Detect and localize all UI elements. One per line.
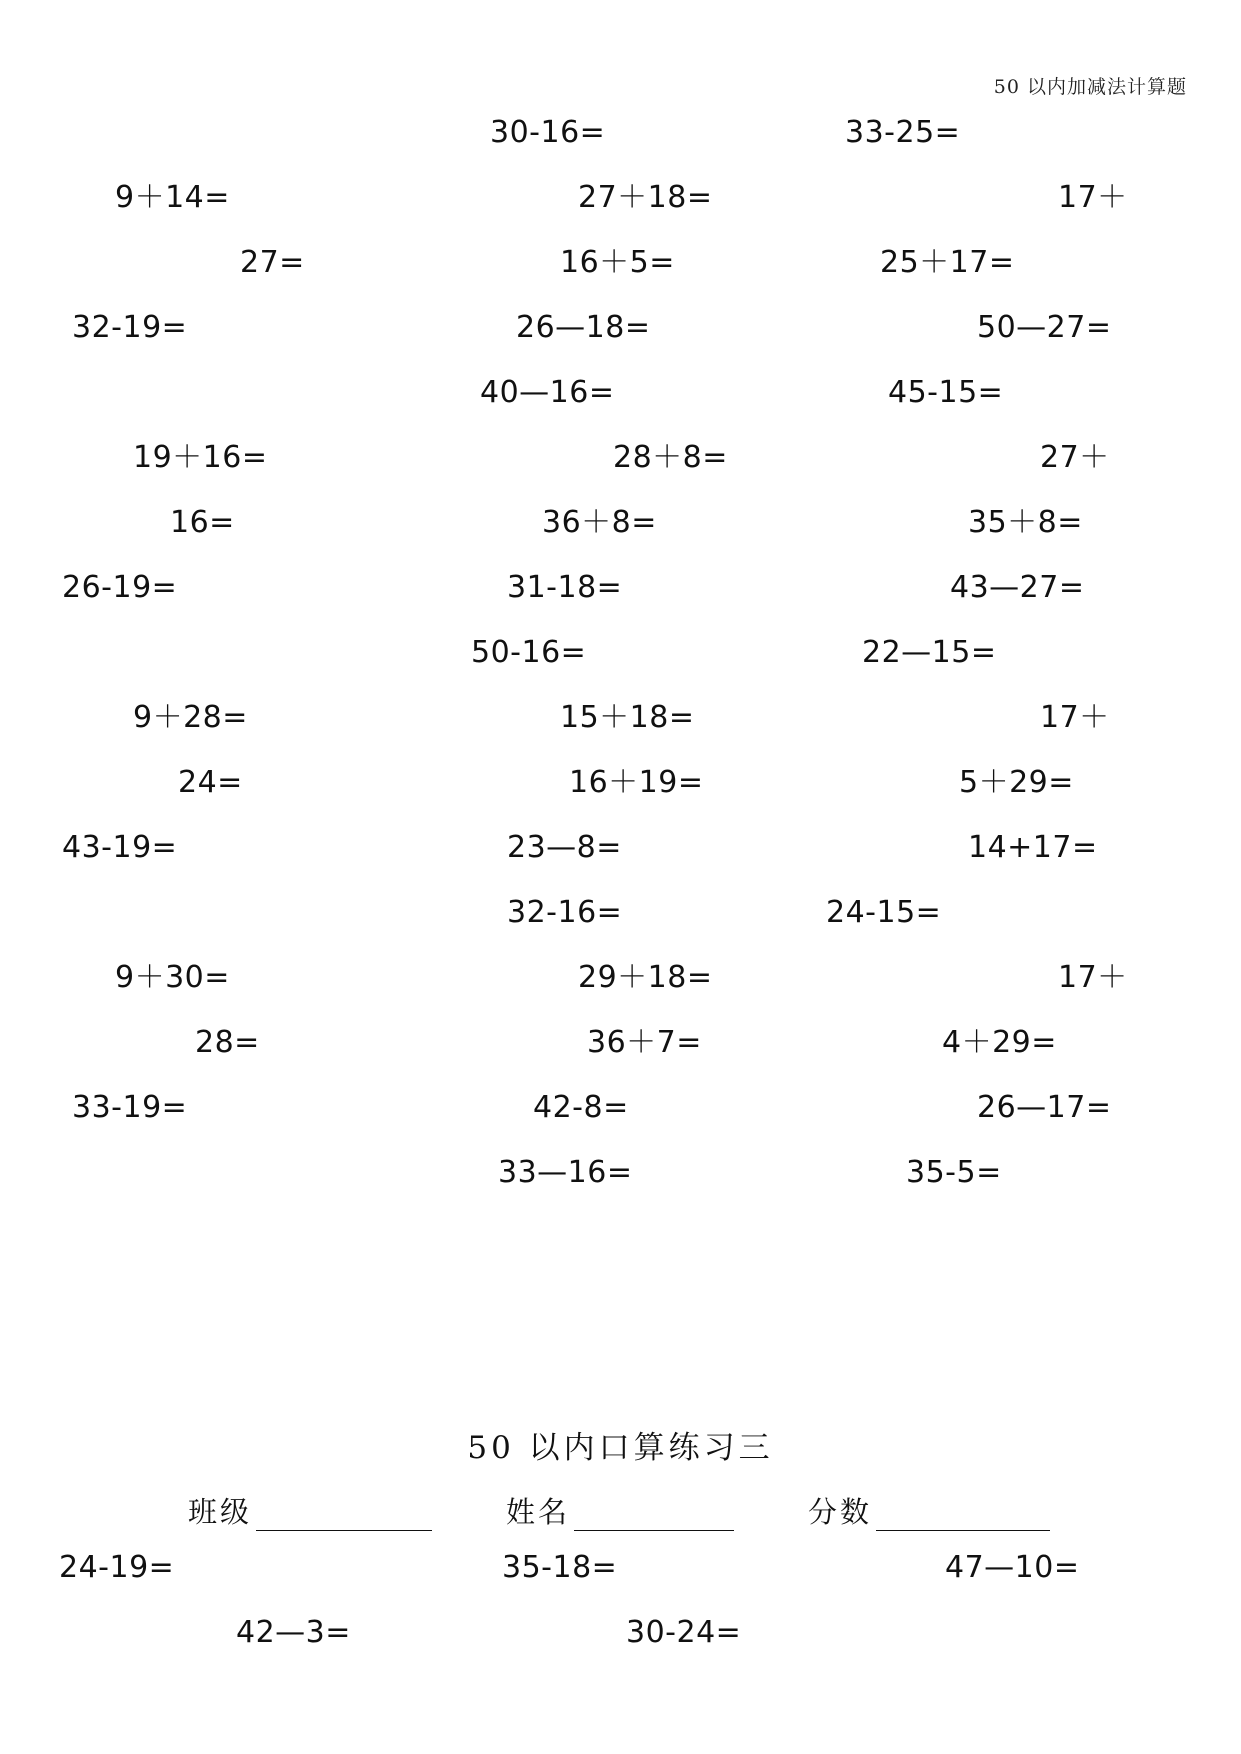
problem: 16＋5= xyxy=(560,245,675,280)
name-field xyxy=(506,1490,734,1531)
problem: 9＋30= xyxy=(115,960,230,995)
problem: 17＋ xyxy=(1040,700,1110,735)
problem: 43-19= xyxy=(62,830,178,865)
problem: 25＋17= xyxy=(880,245,1015,280)
score-field xyxy=(808,1490,1050,1531)
problem: 43—27= xyxy=(950,570,1085,605)
problem: 29＋18= xyxy=(578,960,713,995)
problem: 14+17= xyxy=(968,830,1098,865)
score-label: 分数 xyxy=(808,1495,873,1529)
name-blank-line[interactable] xyxy=(574,1504,734,1531)
problem: 47—10= xyxy=(945,1550,1080,1585)
problem: 32-16= xyxy=(507,895,623,930)
problem: 35＋8= xyxy=(968,505,1083,540)
problem: 35-18= xyxy=(502,1550,618,1585)
problem: 24= xyxy=(178,765,243,800)
problem: 42-8= xyxy=(533,1090,629,1125)
problem: 16= xyxy=(170,505,235,540)
problem: 27= xyxy=(240,245,305,280)
problem: 33—16= xyxy=(498,1155,633,1190)
problem: 4＋29= xyxy=(942,1025,1057,1060)
problem: 5＋29= xyxy=(959,765,1074,800)
problem: 40—16= xyxy=(480,375,615,410)
problem: 24-15= xyxy=(826,895,942,930)
problem: 28= xyxy=(195,1025,260,1060)
problem: 36＋8= xyxy=(542,505,657,540)
problem: 45-15= xyxy=(888,375,1004,410)
problem: 33-19= xyxy=(72,1090,188,1125)
class-blank-line[interactable] xyxy=(256,1504,432,1531)
problem: 36＋7= xyxy=(587,1025,702,1060)
problem: 26—18= xyxy=(516,310,651,345)
score-blank-line[interactable] xyxy=(876,1504,1050,1531)
problem: 23—8= xyxy=(507,830,622,865)
problem: 17＋ xyxy=(1058,960,1128,995)
name-label: 姓名 xyxy=(506,1495,571,1529)
problem: 19＋16= xyxy=(133,440,268,475)
problem: 42—3= xyxy=(236,1615,351,1650)
problem: 28＋8= xyxy=(613,440,728,475)
problem: 9＋14= xyxy=(115,180,230,215)
problem: 22—15= xyxy=(862,635,997,670)
problem: 30-16= xyxy=(490,115,606,150)
section-title: 50 以内口算练习三 xyxy=(467,1430,774,1466)
problem: 24-19= xyxy=(59,1550,175,1585)
problem: 15＋18= xyxy=(560,700,695,735)
problem: 17＋ xyxy=(1058,180,1128,215)
problem: 31-18= xyxy=(507,570,623,605)
class-label: 班级 xyxy=(188,1495,253,1529)
problem: 26-19= xyxy=(62,570,178,605)
problem: 50—27= xyxy=(977,310,1112,345)
problem: 26—17= xyxy=(977,1090,1112,1125)
problem: 30-24= xyxy=(626,1615,742,1650)
class-field xyxy=(188,1490,432,1531)
problem: 50-16= xyxy=(471,635,587,670)
problem: 35-5= xyxy=(906,1155,1002,1190)
problem: 32-19= xyxy=(72,310,188,345)
problem: 27＋18= xyxy=(578,180,713,215)
problem: 27＋ xyxy=(1040,440,1110,475)
problem: 16＋19= xyxy=(569,765,704,800)
problem: 9＋28= xyxy=(133,700,248,735)
page-header: 50 以内加减法计算题 xyxy=(993,76,1187,98)
problem: 33-25= xyxy=(845,115,961,150)
